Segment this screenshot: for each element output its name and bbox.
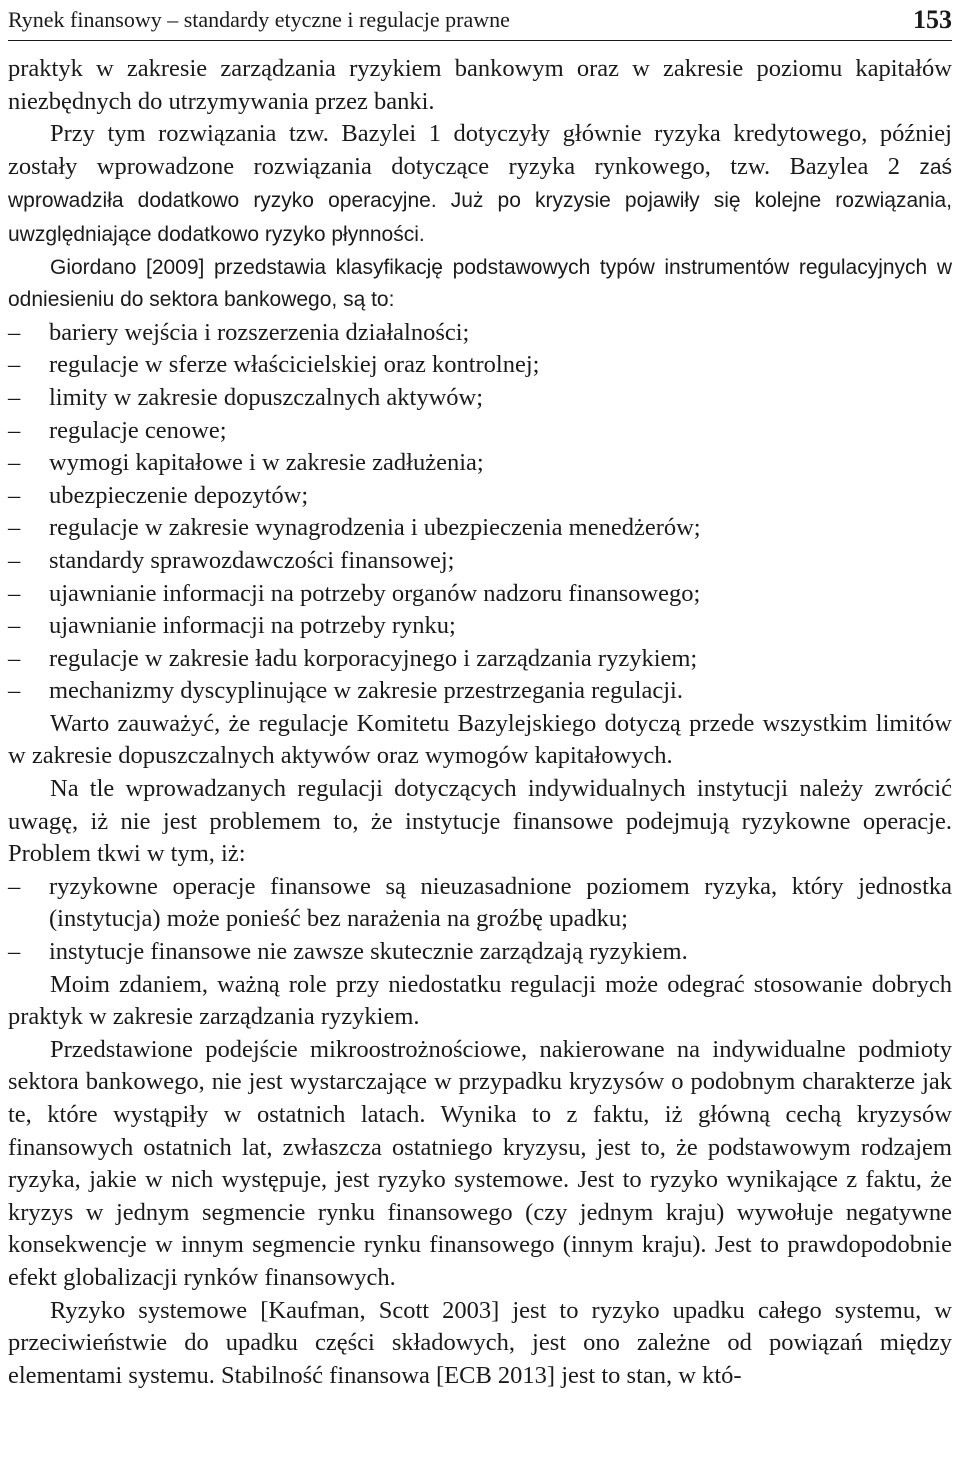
paragraph-2-serif: Przy tym rozwiązania tzw. Bazylei 1 dotyczyły głównie ryzyka kredytowego, później zostały wprowadzone rozwiązania dotyczące ryzyka rynkowego, tzw. Bazylea 2 [8, 120, 952, 180]
list-item: – regulacje w zakresie ładu korporacyjnego i zarządzania ryzykiem; [8, 643, 952, 676]
regulatory-instruments-list [8, 317, 952, 708]
page-number: 153 [913, 5, 952, 34]
paragraph-8: Ryzyko systemowe [Kaufman, Scott 2003] jest to ryzyko upadku całego systemu, w przeciwieństwie do upadku części składowych, jest ono zależne od powiązań między elementami systemu. Stabilność finansowa [ECB 2013] jest to stan, w któ- [8, 1296, 952, 1389]
list-item: – mechanizmy dyscyplinujące w zakresie przestrzegania regulacji. [8, 675, 952, 708]
list-item: – limity w zakresie dopuszczalnych aktywów; [8, 382, 952, 415]
list-item: – regulacje w sferze właścicielskiej oraz kontrolnej; [8, 349, 952, 382]
paragraph-3: Giordano [2009] przedstawia klasyfikację podstawowych typów instrumentów regulacyjnych w odniesieniu do sektora bankowego, są to: [8, 255, 952, 312]
list-item: – wymogi kapitałowe i w zakresie zadłużenia; [8, 447, 952, 480]
list-item: – instytucje finansowe nie zawsze skutecznie zarządzają ryzykiem. [8, 936, 952, 969]
list-item: – bariery wejścia i rozszerzenia działalności; [8, 317, 952, 350]
list-item: – regulacje cenowe; [8, 415, 952, 448]
paragraph-4: Warto zauważyć, że regulacje Komitetu Bazylejskiego dotyczą przede wszystkim limitów w zakresie dopuszczalnych aktywów oraz wymogów kapitałowych. [8, 709, 952, 770]
list-item: – ujawnianie informacji na potrzeby organów nadzoru finansowego; [8, 578, 952, 611]
list-item: – ujawnianie informacji na potrzeby rynku; [8, 610, 952, 643]
list-item: – ubezpieczenie depozytów; [8, 480, 952, 513]
list-item: – ryzykowne operacje finansowe są nieuzasadnione poziomem ryzyka, który jednostka (instytucja) może ponieść bez narażenia na groźbę upadku; [8, 871, 952, 936]
paragraph-5: Na tle wprowadzanych regulacji dotyczących indywidualnych instytucji należy zwrócić uwagę, iż nie jest problemem to, że instytucje finansowe podejmują ryzykowne operacje. Problem tkwi w tym, iż: [8, 775, 952, 868]
paragraph-2-sans: zaś wprowadziła dodatkowo ryzyko operacyjne. Już po kryzysie pojawiły się kolejne rozwiązania, uwzględniające dodatkowo ryzyko płynności. [8, 155, 952, 246]
body-text [8, 53, 952, 1392]
problem-list [8, 871, 952, 969]
running-header-title: Rynek finansowy – standardy etyczne i regulacje prawne [8, 7, 510, 32]
running-header [8, 0, 952, 41]
paragraph-1: praktyk w zakresie zarządzania ryzykiem bankowym oraz w zakresie poziomu kapitałów niezbędnych do utrzymywania przez banki. [8, 55, 952, 115]
list-item: – regulacje w zakresie wynagrodzenia i ubezpieczenia menedżerów; [8, 512, 952, 545]
paragraph-6: Moim zdaniem, ważną role przy niedostatku regulacji może odegrać stosowanie dobrych praktyk w zakresie zarządzania ryzykiem. [8, 970, 952, 1031]
list-item: – standardy sprawozdawczości finansowej; [8, 545, 952, 578]
paragraph-7: Przedstawione podejście mikroostrożnościowe, nakierowane na indywidualne podmioty sektora bankowego, nie jest wystarczające w przypadku kryzysów o podobnym charakterze jak te, które wystąpiły w ostatnich latach. Wynika to z faktu, iż główną cechą kryzysów finansowych ostatnich lat, zwłaszcza ostatniego kryzysu, jest to, że podstawowym rodzajem ryzyka, jakie w nich występuje, jest ryzyko systemowe. Jest to ryzyko wynikające z faktu, że kryzys w jednym segmencie rynku finansowego (czy jednym kraju) wywołuje negatywne konsekwencje w innym segmencie rynku finansowego (innym kraju). Jest to prawdopodobnie efekt globalizacji rynków finansowych. [8, 1035, 952, 1291]
paragraph-2 [8, 118, 952, 251]
